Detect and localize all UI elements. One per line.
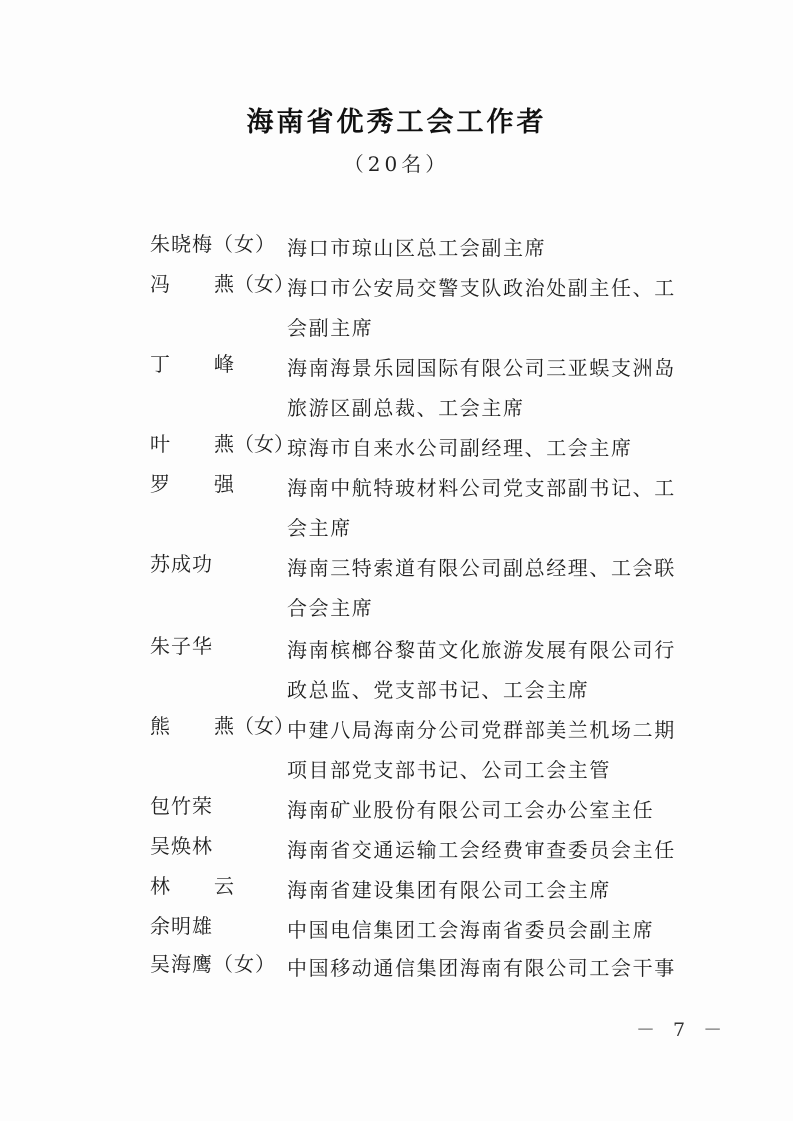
duty-line: 合会主席 [287, 596, 374, 620]
list-item [0, 870, 793, 910]
honoree-duty [287, 830, 699, 870]
name-char: 云 [214, 874, 234, 898]
gender-tag: （女） [234, 714, 294, 738]
name-char: 峰 [214, 352, 234, 376]
honoree-duty [287, 348, 699, 428]
duty-line: 项目部党支部书记、公司工会主管 [287, 758, 611, 782]
duty-line: 海南矿业股份有限公司工会办公室主任 [287, 798, 655, 822]
name-char: 强 [214, 472, 234, 496]
name-char: 燕 [214, 714, 234, 738]
duty-line: 中国电信集团工会海南省委员会副主席 [287, 918, 655, 942]
honoree-duty [287, 790, 699, 830]
honoree-duty [287, 710, 699, 790]
duty-line: 海南槟榔谷黎苗文化旅游发展有限公司行 [287, 638, 676, 662]
list-item [0, 348, 793, 420]
duty-line: 会主席 [287, 516, 352, 540]
duty-line: 海南三特索道有限公司副总经理、工会联 [287, 556, 676, 580]
honoree-duty [287, 228, 699, 268]
honoree-duty [287, 870, 699, 910]
page-title: 海南省优秀工会工作者 [246, 107, 547, 138]
honoree-duty [287, 910, 699, 950]
duty-line: 琼海市自来水公司副经理、工会主席 [287, 436, 633, 460]
gender-tag: （女） [234, 272, 294, 296]
honoree-duty [287, 630, 699, 710]
name-char: 燕 [214, 432, 234, 456]
honoree-name: 苏成功 [150, 552, 213, 576]
name-char: 燕 [214, 272, 234, 296]
honoree-name: 吴海鹰（女） [150, 952, 276, 976]
name-char: 罗 [150, 472, 170, 496]
duty-line: 海口市琼山区总工会副主席 [287, 236, 547, 260]
name-char: 丁 [150, 352, 170, 376]
honoree-name [150, 268, 294, 297]
list-item [0, 468, 793, 540]
name-char: 叶 [150, 432, 170, 456]
duty-line: 海口市公安局交警支队政治处副主任、工 [287, 276, 676, 300]
honoree-name: 余明雄 [150, 914, 213, 938]
duty-line: 海南省建设集团有限公司工会主席 [287, 878, 611, 902]
list-item [0, 268, 793, 340]
duty-line: 海南中航特玻材料公司党支部副书记、工 [287, 476, 676, 500]
honoree-name [150, 468, 280, 497]
list-item [0, 228, 793, 268]
honoree-duty [287, 428, 699, 468]
honoree-name [150, 428, 294, 457]
duty-line: 中国移动通信集团海南有限公司工会干事 [287, 956, 676, 980]
honoree-duty [287, 948, 699, 988]
list-item [0, 790, 793, 830]
honoree-duty [287, 268, 699, 348]
page-number: － 7 － [636, 1019, 729, 1041]
honoree-name [150, 710, 294, 739]
honoree-duty [287, 468, 699, 548]
duty-line: 中建八局海南分公司党群部美兰机场二期 [287, 718, 676, 742]
duty-line: 海南省交通运输工会经费审查委员会主任 [287, 838, 676, 862]
list-item [0, 830, 793, 870]
honoree-duty [287, 548, 699, 628]
list-item [0, 910, 793, 950]
honoree-name: 吴焕林 [150, 834, 213, 858]
duty-line: 海南海景乐园国际有限公司三亚蜈支洲岛 [287, 356, 676, 380]
honoree-name: 包竹荣 [150, 794, 213, 818]
honoree-count: （20名） [343, 152, 450, 176]
gender-tag: （女） [234, 432, 294, 456]
duty-line: 会副主席 [287, 316, 374, 340]
list-item [0, 948, 793, 988]
name-char: 熊 [150, 714, 170, 738]
list-item [0, 548, 793, 620]
honoree-name: 朱子华 [150, 634, 213, 658]
honoree-name [150, 348, 280, 377]
duty-line: 政总监、党支部书记、工会主席 [287, 678, 590, 702]
list-item [0, 428, 793, 468]
list-item [0, 710, 793, 782]
name-char: 冯 [150, 272, 170, 296]
honoree-name [150, 870, 280, 899]
honoree-name: 朱晓梅（女） [150, 232, 276, 256]
name-char: 林 [150, 874, 170, 898]
list-item [0, 630, 793, 702]
duty-line: 旅游区副总裁、工会主席 [287, 396, 525, 420]
